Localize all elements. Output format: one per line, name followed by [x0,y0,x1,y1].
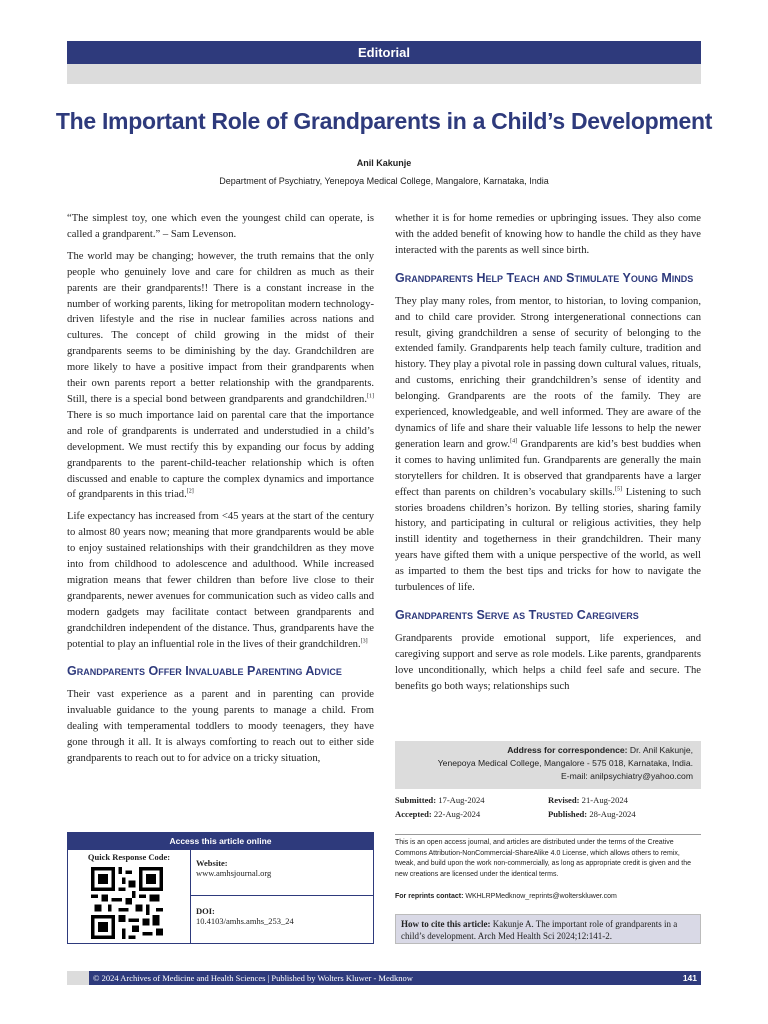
cite-label: How to cite this article: [401,919,491,929]
correspondence-address: Yenepoya Medical College, Mangalore - 575 018, Karnataka, India. [437,758,693,768]
section-label: Editorial [357,45,410,60]
page-number: 141 [682,973,697,983]
paragraph-text: Grandparents are kid’s best buddies when it comes to having unlimited fun. Grandparents are generally the main storytellers for children. It is observed that grandparents have a larger effect than parents on children’s vocabulary skills. [395,438,701,498]
reprints-contact [395,893,701,900]
section-heading: Grandparents Offer Invaluable Parenting Advice [67,664,342,679]
section-heading: Grandparents Serve as Trusted Caregivers [395,607,639,622]
right-column [395,211,701,701]
citation-ref[interactable]: [5] [614,486,622,493]
correspondence-label: Address for correspondence: [507,745,628,755]
paragraph-text: Life expectancy has increased from <45 years at the start of the century to almost 80 years now; meaning that more grandparents would be able to enjoy sustained relationships with their grandchildren as they move into from childhood to adolescence and adulthood. While increased migration means that fewer children than before live close to their grandparents, newer avenues for communication such as video calls and modern gadgets may facilitate contact between grandparents and grandchildren independent of the distance. Thus, grandparents have the potential to play an influential role in the lives of their grandchildren. [67,511,374,650]
correspondence-email[interactable]: E-mail: anilpsychiatry@yahoo.com [561,771,693,781]
article-dates [395,793,701,821]
reprints-label: For reprints contact: [395,893,464,900]
divider [395,834,701,835]
date-value: 22-Aug-2024 [431,809,481,819]
author-name: Anil Kakunje [356,158,412,168]
date-value: 21-Aug-2024 [579,795,628,805]
paragraph-text: There is so much importance laid on parental care that the importance and role of grandparents is underrated and understudied in a child’s development. We must rectify this by expanding our focus by adding grandparents to the parent-child-teacher relationship which is often discussed and enable to capture the complex dynamics and importance of grandparents in this triad. [67,409,374,501]
date-label: Published: [548,809,588,819]
qr-cell [68,850,191,943]
doi-link[interactable]: 10.4103/amhs.amhs_253_24 [196,916,294,926]
correspondence-line [395,744,693,757]
paragraph [67,509,374,652]
footer-tab [67,971,89,985]
paragraph: Their vast experience as a parent and in parenting can provide invaluable guidance to the young parents to manage a child. From dealing with temperamental toddlers to moody teenagers, they have gone through it all. It is always comforting to reach out to either side grandparents to reach out to for advice on a tricky situation, [67,689,374,765]
date-accepted [395,807,548,821]
website-cell [190,850,373,896]
date-label: Accepted: [395,809,432,819]
website-label: Website: [196,858,228,868]
citation-ref[interactable]: [1] [367,393,374,400]
qr-label: Quick Response Code: [87,852,171,862]
citation-ref[interactable]: [2] [186,488,194,495]
date-published [548,807,701,821]
paragraph: Grandparents provide emotional support, life experiences, and caregiving support and serve as role models. Like parents, grandparents love unconditionally, which helps a child feel safe and secure. The benefits go both ways; relationships such [395,632,701,692]
website-link[interactable]: www.amhsjournal.org [196,868,272,878]
left-column [67,211,374,773]
paragraph-text: They play many roles, from mentor, to historian, to loving companion, and to child care provider. Strong intergenerational connections can result, giving grandchildren a sense of security of belonging to the extended family. Grandparents help teach family culture, tradition and history. They play a pivotal role in passing down cultural values, rituals, and customs, enriching their grandchildren’s sense of identity and belonging. Grandparents are the roots of the family. They are experienced, knowledgeable, and well informed. They are aware of the dynamics of life and share their valuable life lessons to help the newer generation learn and grow. [395,295,701,450]
article-title: The Important Role of Grandparents in a Child’s Development [55,108,713,134]
qr-code-icon[interactable] [91,867,163,939]
access-box [67,832,374,944]
paragraph [395,294,701,596]
correspondence-name: Dr. Anil Kakunje, [627,745,693,755]
doi-label: DOI: [196,906,215,916]
citation-ref[interactable]: [3] [360,638,368,645]
correspondence-box [395,741,701,789]
date-label: Submitted: [395,795,437,805]
date-value: 17-Aug-2024 [436,795,485,805]
paragraph-text: The world may be changing; however, the truth remains that the only people who genuinely love and care for children as much as their parents are their grandparents!! There is a constant increase in the number of working parents, liking for metropolitan modern technology-driven lifestyle and the rise in nuclear families across nations and cultures. The concept of child growing in the midst of their grandparents seems to be diminishing by the day. Grandchildren are more likely to have a positive impact from their grandparents when their own parents report a better relationship with the grandparents. Still, there is a special bond between grandparents and grandchildren. [67,250,374,405]
epigraph: “The simplest toy, one which even the youngest child can operate, is called a grandparent.” – Sam Levenson. [67,213,374,240]
license-text: This is an open access journal, and articles are distributed under the terms of the Creative Commons Attribution-NonCommercial-ShareAlike 4.0 License, which allows others to remix, tweak, and build upon the work non-commercially, as long as appropriate credit is given and the new creations are licensed under the identical terms. [395,839,691,878]
date-label: Revised: [548,795,580,805]
reprints-email[interactable]: WKHLRPMedknow_reprints@wolterskluwer.com [463,893,617,900]
doi-cell [190,896,373,943]
page-footer [67,971,701,985]
date-submitted [395,793,548,807]
paragraph [67,249,374,504]
date-revised [548,793,701,807]
footer-text: © 2024 Archives of Medicine and Health Sciences | Published by Wolters Kluwer - Medknow [93,973,413,983]
date-value: 28-Aug-2024 [587,809,636,819]
how-to-cite-box [395,914,701,944]
paragraph-text: Listening to such stories broadens children’s horizon. By telling stories, sharing family history, and participating in cultural or religious activities, they help instill identity and togetherness in their grandchildren. Their many years have gifted them with a unique perspective of the world, as well as imparted to them the best tips and tricks for how to navigate the turbulences of life. [395,486,702,594]
section-banner [67,41,701,64]
section-heading: Grandparents Help Teach and Stimulate Young Minds [395,270,694,285]
banner-strip [67,64,701,84]
cite-text: Kakunje A. The important role of grandparents in a child’s development. Arch Med Health Sci 2024;12:141-2. [401,919,678,941]
author-affiliation: Department of Psychiatry, Yenepoya Medical College, Mangalore, Karnataka, India [219,176,549,186]
paragraph: whether it is for home remedies or upbringing issues. They also come with the added benefit of knowing how to handle the child as they have interacted with the parents as well since birth. [395,213,701,256]
access-heading: Access this article online [68,833,373,850]
citation-ref[interactable]: [4] [510,438,518,445]
